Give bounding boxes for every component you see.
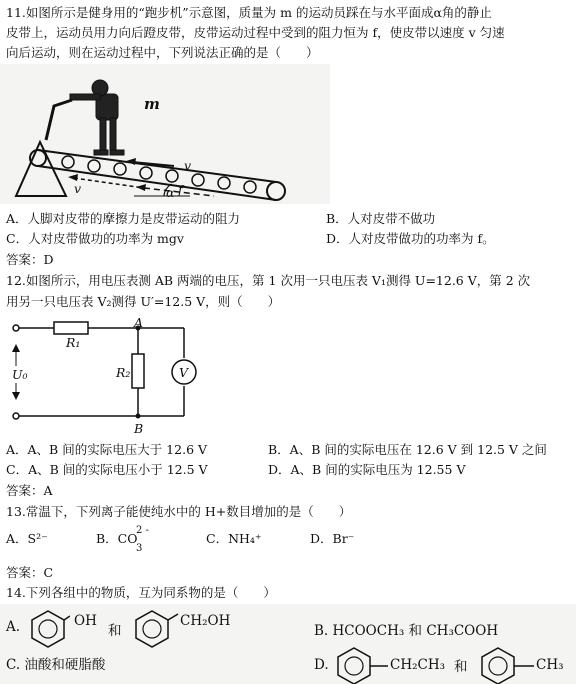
figure-label-force: f [178, 182, 183, 197]
q14-option-d-and: 和 [454, 659, 468, 675]
q12-stem-line2: 用另一只电压表 V₂测得 U′=12.5 V，则（ ） [6, 294, 281, 309]
q14-option-a-label: A. [6, 619, 21, 635]
figure-label-v-top: v [184, 158, 192, 173]
q13-option-b-charge: 2 - [136, 525, 149, 536]
q11-stem-line3: 向后运动，则在运动过程中，下列说法正确的是（ ） [6, 45, 319, 60]
q13-answer: 答案：C [6, 565, 54, 580]
q14-option-a-oh: OH [74, 613, 97, 629]
q11-option-d: D．人对皮带做功的功率为 f。 [326, 231, 495, 246]
q14-option-a-ch2oh: CH₂OH [180, 613, 231, 629]
q13-option-d: D．Br⁻ [310, 531, 355, 546]
q14-option-b: B. HCOOCH₃ 和 CH₃COOH [314, 623, 499, 639]
circuit-diagram [8, 316, 208, 436]
q12-option-a: A．A、B 间的实际电压大于 12.6 V [6, 442, 208, 457]
q12-option-b: B．A、B 间的实际电压在 12.6 V 到 12.5 V 之间 [268, 442, 547, 457]
q14-option-a-and: 和 [108, 623, 122, 639]
q12-option-d: D．A、B 间的实际电压为 12.55 V [268, 462, 466, 477]
benzene-ring-icon [130, 608, 180, 648]
q14-option-c: C. 油酸和硬脂酸 [6, 657, 106, 673]
circuit-label-u0: U₀ [12, 367, 28, 382]
q14-option-d-methyl: CH₃ [536, 657, 564, 673]
q14-option-d-label: D. [314, 657, 329, 673]
circuit-label-r2: R₂ [116, 365, 131, 380]
q11-stem-line2: 皮带上，运动员用力向后蹬皮带，皮带运动过程中受到的阻力恒为 f，使皮带以速度 v 匀速 [6, 25, 505, 40]
q14-option-d-ethyl: CH₂CH₃ [390, 657, 446, 673]
benzene-ring-icon [476, 646, 536, 684]
figure-label-mass: m [144, 95, 160, 113]
circuit-label-a: A [134, 315, 144, 330]
figure-label-v-bottom: v [74, 181, 82, 196]
q12-answer: 答案：A [6, 483, 53, 498]
benzene-ring-icon [332, 646, 388, 684]
benzene-ring-icon [26, 608, 70, 648]
q11-option-a: A．人脚对皮带的摩擦力是皮带运动的阻力 [6, 211, 241, 226]
q11-option-b: B．人对皮带不做功 [326, 211, 436, 226]
q13-option-b: B．CO [96, 531, 138, 546]
q13-stem: 13.常温下，下列离子能使纯水中的 H+数目增加的是（ ） [6, 504, 352, 519]
q14-stem: 14.下列各组中的物质，互为同系物的是（ ） [6, 585, 276, 600]
q11-stem-line1: 11.如图所示是健身用的“跑步机”示意图，质量为 m 的运动员踩在与水平面成α角的静止 [6, 5, 492, 20]
q11-answer: 答案：D [6, 252, 54, 267]
q13-option-a: A．S²⁻ [6, 531, 48, 546]
q13-option-b-sub: 3 [136, 543, 143, 554]
voltmeter-label: V [179, 365, 189, 380]
circuit-label-r1: R₁ [66, 335, 81, 350]
figure-label-angle: α [166, 185, 175, 200]
circuit-label-b: B [134, 421, 144, 436]
q13-option-c: C．NH₄⁺ [206, 531, 262, 546]
q12-option-c: C．A、B 间的实际电压小于 12.5 V [6, 462, 208, 477]
q11-option-c: C．人对皮带做功的功率为 mgv [6, 231, 184, 246]
treadmill-figure [14, 66, 314, 206]
q12-stem-line1: 12.如图所示，用电压表测 AB 两端的电压，第 1 次用一只电压表 V₁测得 U=12.6 V，第 2 次 [6, 273, 531, 288]
